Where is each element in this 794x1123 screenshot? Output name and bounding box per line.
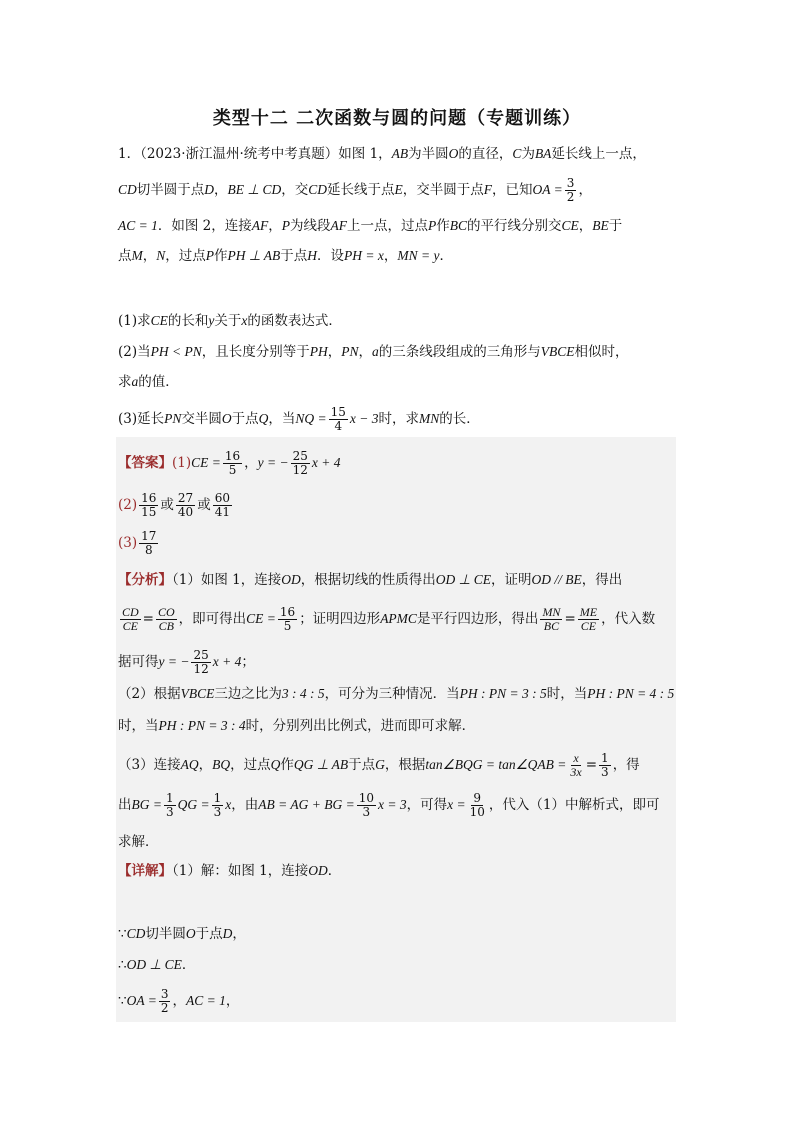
fraction xyxy=(139,530,158,557)
math: E xyxy=(394,182,403,197)
fraction xyxy=(223,450,242,477)
math: CD xyxy=(126,926,146,941)
text: ， xyxy=(578,218,593,234)
text: 或 xyxy=(160,497,174,513)
math: P xyxy=(205,248,215,263)
text: = xyxy=(564,611,576,627)
fraction xyxy=(599,752,611,779)
math: 3 : 4 : 5 xyxy=(281,686,325,701)
math: AC = 1 xyxy=(118,218,158,233)
numerator: CO xyxy=(157,605,175,619)
analysis-line-1 xyxy=(118,570,622,590)
fraction xyxy=(156,606,177,633)
denominator: 5 xyxy=(228,463,237,477)
math: D xyxy=(222,926,233,941)
math: PH : PN = 3 : 4 xyxy=(158,718,246,733)
math: x = xyxy=(447,797,466,812)
text: 求 xyxy=(118,374,132,390)
numerator: 1 xyxy=(213,791,222,805)
text: ，由 xyxy=(231,797,259,813)
text: ，交 xyxy=(281,182,309,198)
numerator: 17 xyxy=(141,529,157,543)
text: ∵ xyxy=(118,993,127,1009)
analysis-line-5 xyxy=(118,716,475,736)
math: y xyxy=(208,313,215,328)
analysis-line-7 xyxy=(118,792,659,819)
denominator: 2 xyxy=(566,190,575,204)
denominator: 12 xyxy=(292,463,308,477)
text: （1）如图 1，连接 xyxy=(172,572,282,588)
denominator: BC xyxy=(543,619,560,633)
question-line-2 xyxy=(118,177,592,204)
numerator: MN xyxy=(542,605,561,619)
numerator: 10 xyxy=(358,791,374,805)
denominator: 5 xyxy=(283,619,292,633)
numerator: 25 xyxy=(292,449,308,463)
denominator: CE xyxy=(580,619,597,633)
text: ，代入（1）中解析式，即可 xyxy=(488,797,660,813)
math: MN xyxy=(419,411,440,426)
text: ， xyxy=(268,218,282,234)
math: Q xyxy=(270,757,281,772)
math: G xyxy=(375,757,385,772)
math: BG = xyxy=(131,797,162,812)
math: PH ⊥ AB xyxy=(227,248,281,263)
denominator: 3x xyxy=(570,765,582,779)
fraction xyxy=(568,752,583,779)
text: 延长线上一点， xyxy=(551,146,646,162)
fraction xyxy=(357,792,376,819)
text: ， xyxy=(214,182,228,198)
fraction xyxy=(468,792,487,819)
numerator: 25 xyxy=(193,648,209,662)
text: 的长和 xyxy=(167,313,209,329)
text: = xyxy=(585,757,598,773)
numerator: 9 xyxy=(473,791,482,805)
text: 切半圆于点 xyxy=(136,182,205,198)
math: CE xyxy=(561,218,579,233)
text: 的值． xyxy=(138,374,179,390)
text: ． xyxy=(327,863,342,879)
denominator: 41 xyxy=(214,505,230,519)
text: ， xyxy=(142,248,157,264)
math: PN xyxy=(164,411,182,426)
text: ，过点 xyxy=(165,248,206,264)
text: （2）根据 xyxy=(118,686,181,702)
text: ， xyxy=(578,182,592,198)
math: x xyxy=(225,797,232,812)
text: (1) xyxy=(172,455,192,471)
fraction xyxy=(540,606,562,633)
math: x = 3 xyxy=(377,797,407,812)
question-line-3 xyxy=(118,216,622,236)
text: (2) xyxy=(118,497,138,513)
text: 点 xyxy=(118,248,132,264)
text: 于点 xyxy=(280,248,308,264)
denominator: 8 xyxy=(144,543,153,557)
math: PH < PN xyxy=(150,344,202,359)
math: OA = xyxy=(532,182,563,197)
question-part-2 xyxy=(118,342,629,362)
text: ，即可得出 xyxy=(178,611,247,627)
text: ； xyxy=(241,654,255,670)
numerator: CD xyxy=(122,605,139,619)
text: (3)延长 xyxy=(118,411,165,427)
fraction xyxy=(565,177,577,204)
numerator: ME xyxy=(579,605,598,619)
math: PH = x xyxy=(344,248,384,263)
math: AC = 1 xyxy=(185,993,226,1008)
math: NQ = xyxy=(295,411,327,426)
text: 延长线于点 xyxy=(327,182,395,198)
math: PN xyxy=(341,344,359,359)
text: 三边之比为 xyxy=(214,686,282,702)
math: PH : PN = 3 : 5 xyxy=(459,686,547,701)
text: 求解． xyxy=(118,834,159,850)
math: VBCE xyxy=(180,686,215,701)
text: （1）解：如图 1，连接 xyxy=(172,863,309,879)
text: ， xyxy=(172,993,186,1009)
text: ， xyxy=(327,344,342,360)
numerator: 3 xyxy=(566,176,575,190)
text: 于点 xyxy=(348,757,376,773)
fraction xyxy=(278,606,297,633)
math: D xyxy=(204,182,215,197)
text: ．如图 2，连接 xyxy=(157,218,252,234)
text: ，当 xyxy=(268,411,296,427)
math: O xyxy=(221,411,232,426)
denominator: CB xyxy=(158,619,174,633)
text: 据可得 xyxy=(118,654,159,670)
denominator: 2 xyxy=(160,1001,169,1015)
analysis-line-4 xyxy=(118,684,674,704)
answer-line-3 xyxy=(118,530,160,557)
math: QG ⊥ AB xyxy=(293,757,349,772)
math: a xyxy=(131,374,139,389)
detail-line-2 xyxy=(118,924,246,944)
numerator: x xyxy=(573,751,579,765)
denominator: 3 xyxy=(165,805,174,819)
fraction xyxy=(159,988,171,1015)
math: x + 4 xyxy=(212,654,242,669)
text: ．设 xyxy=(317,248,345,264)
text: 于 xyxy=(608,218,623,234)
answer-tag: 【答案】 xyxy=(118,455,172,471)
math: BE xyxy=(592,218,609,233)
analysis-line-2 xyxy=(118,606,655,633)
denominator: 3 xyxy=(213,805,222,819)
math: x xyxy=(241,313,248,328)
math: CE xyxy=(150,313,168,328)
text: ；证明四边形 xyxy=(299,611,381,627)
math: PH xyxy=(309,344,328,359)
math: CE = xyxy=(191,455,221,470)
math: QG = xyxy=(177,797,210,812)
math: P xyxy=(428,218,437,233)
text: (3) xyxy=(118,535,138,551)
text: 为线段 xyxy=(290,218,331,234)
text: 出 xyxy=(118,797,132,813)
text: 的三条线段组成的三角形与 xyxy=(378,344,541,360)
question-line-1 xyxy=(118,144,646,164)
fraction xyxy=(329,406,348,433)
answer-line-2 xyxy=(118,492,234,519)
detail-tag: 【详解】 xyxy=(118,863,172,879)
fraction xyxy=(139,492,158,519)
text: ， xyxy=(358,344,372,360)
text: ． xyxy=(181,957,196,973)
math: AB = AG + BG = xyxy=(258,797,355,812)
text: 是平行四边形，得出 xyxy=(416,611,539,627)
text: 的直径， xyxy=(458,146,513,162)
analysis-line-8 xyxy=(118,832,159,852)
text: 的长． xyxy=(439,411,480,427)
math: OD ⊥ CE xyxy=(435,572,491,587)
text: ∵ xyxy=(118,926,127,942)
math: O xyxy=(448,146,459,161)
text: 于点 xyxy=(231,411,259,427)
text: ，可得 xyxy=(406,797,448,813)
numerator: 16 xyxy=(141,491,157,505)
denominator: 4 xyxy=(334,419,343,433)
text: ，过点 xyxy=(230,757,271,773)
text: ，证明 xyxy=(491,572,532,588)
math: OD ⊥ CE xyxy=(126,957,182,972)
math: AF xyxy=(330,218,348,233)
math: OD xyxy=(281,572,301,587)
text: ，交半圆于点 xyxy=(402,182,484,198)
text: ，可分为三种情况．当 xyxy=(324,686,460,702)
numerator: 1 xyxy=(165,791,174,805)
fraction xyxy=(291,450,310,477)
numerator: 3 xyxy=(160,987,169,1001)
math: BA xyxy=(534,146,552,161)
text: 上一点，过点 xyxy=(347,218,429,234)
text: 交半圆 xyxy=(181,411,222,427)
text: 时，当 xyxy=(546,686,588,702)
text: 为 xyxy=(521,146,535,162)
text: 于点 xyxy=(195,926,223,942)
denominator: 10 xyxy=(469,805,485,819)
text: ，且长度分别等于 xyxy=(201,344,310,360)
text: 时，求 xyxy=(378,411,420,427)
math: O xyxy=(185,926,196,941)
math: VBCE xyxy=(540,344,575,359)
text: 的函数表达式． xyxy=(247,313,342,329)
math: APMC xyxy=(380,611,417,626)
math: y = − xyxy=(257,455,289,470)
text: ． xyxy=(439,248,453,264)
denominator: CE xyxy=(122,619,138,633)
text: ，根据 xyxy=(384,757,426,773)
math: CE = xyxy=(246,611,276,626)
text: ， xyxy=(225,993,240,1009)
math: MN = y xyxy=(397,248,440,263)
math: OD xyxy=(308,863,328,878)
fraction xyxy=(213,492,232,519)
denominator: 15 xyxy=(141,505,157,519)
fraction xyxy=(578,606,599,633)
math: BE ⊥ CD xyxy=(227,182,282,197)
page-title: 类型十二 二次函数与圆的问题（专题训练） xyxy=(212,108,582,129)
fraction xyxy=(191,649,210,676)
denominator: 12 xyxy=(193,662,209,676)
question-part-3 xyxy=(118,406,480,433)
question-part-1 xyxy=(118,311,342,331)
text: 的平行线分别交 xyxy=(467,218,562,234)
math: a xyxy=(372,344,379,359)
analysis-line-3 xyxy=(118,649,255,676)
text: (1)求 xyxy=(118,313,151,329)
text: 为半圆 xyxy=(408,146,449,162)
math: M xyxy=(131,248,143,263)
numerator: 27 xyxy=(177,491,194,505)
text: ， xyxy=(198,757,213,773)
fraction xyxy=(212,792,224,819)
text: ，已知 xyxy=(492,182,533,198)
math: y = − xyxy=(158,654,190,669)
text: (2)当 xyxy=(118,344,151,360)
numerator: 1 xyxy=(601,751,609,765)
detail-line-3 xyxy=(118,955,195,975)
math: AB xyxy=(391,146,409,161)
math: PH : PN = 4 : 5 xyxy=(587,686,675,701)
math: BQ xyxy=(212,757,231,772)
math: OA = xyxy=(126,993,157,1008)
math: CD xyxy=(308,182,328,197)
math: OD // BE xyxy=(531,572,582,587)
text: 相似时， xyxy=(574,344,629,360)
text: = xyxy=(142,611,154,627)
text: 切半圆 xyxy=(145,926,186,942)
text: 关于 xyxy=(214,313,242,329)
math: F xyxy=(483,182,493,197)
math: Q xyxy=(258,411,269,426)
text: ，根据切线的性质得出 xyxy=(300,572,436,588)
numerator: 16 xyxy=(279,605,296,619)
text: 作 xyxy=(280,757,294,773)
text: 时，分别列出比例式，进而即可求解． xyxy=(245,718,476,734)
text: 或 xyxy=(197,497,211,513)
denominator: 3 xyxy=(601,765,609,779)
text: ，代入数 xyxy=(601,611,656,627)
numerator: 60 xyxy=(214,491,230,505)
question-part-2-cont xyxy=(118,372,179,392)
analysis-tag: 【分析】 xyxy=(118,572,172,588)
question-line-4 xyxy=(118,246,453,266)
text: 1．（2023·浙江温州·统考中考真题）如图 1， xyxy=(118,146,392,162)
fraction xyxy=(176,492,195,519)
fraction xyxy=(164,792,176,819)
text: 作 xyxy=(214,248,228,264)
numerator: 16 xyxy=(224,449,241,463)
math: AF xyxy=(251,218,269,233)
math: x + 4 xyxy=(311,455,341,470)
fraction xyxy=(120,606,141,633)
text: ， xyxy=(232,926,246,942)
text: ，得 xyxy=(612,757,640,773)
numerator: 15 xyxy=(330,405,346,419)
detail-line-4 xyxy=(118,988,239,1015)
denominator: 3 xyxy=(362,805,371,819)
text: ， xyxy=(244,455,258,471)
text: ，得出 xyxy=(581,572,623,588)
math: AQ xyxy=(180,757,199,772)
denominator: 40 xyxy=(177,505,194,519)
math: P xyxy=(281,218,291,233)
text: ， xyxy=(383,248,398,264)
text: ∴ xyxy=(118,957,127,973)
math: H xyxy=(307,248,318,263)
math: N xyxy=(156,248,166,263)
text: 作 xyxy=(436,218,450,234)
math: tan∠BQG = tan∠QAB = xyxy=(425,757,567,772)
math: CD xyxy=(118,182,137,197)
detail-line-1 xyxy=(118,861,341,881)
text: 时，当 xyxy=(118,718,159,734)
analysis-line-6 xyxy=(118,752,640,779)
math: C xyxy=(512,146,522,161)
answer-line-1 xyxy=(118,450,341,477)
math: BC xyxy=(449,218,468,233)
text: （3）连接 xyxy=(118,757,181,773)
math: x − 3 xyxy=(349,411,379,426)
